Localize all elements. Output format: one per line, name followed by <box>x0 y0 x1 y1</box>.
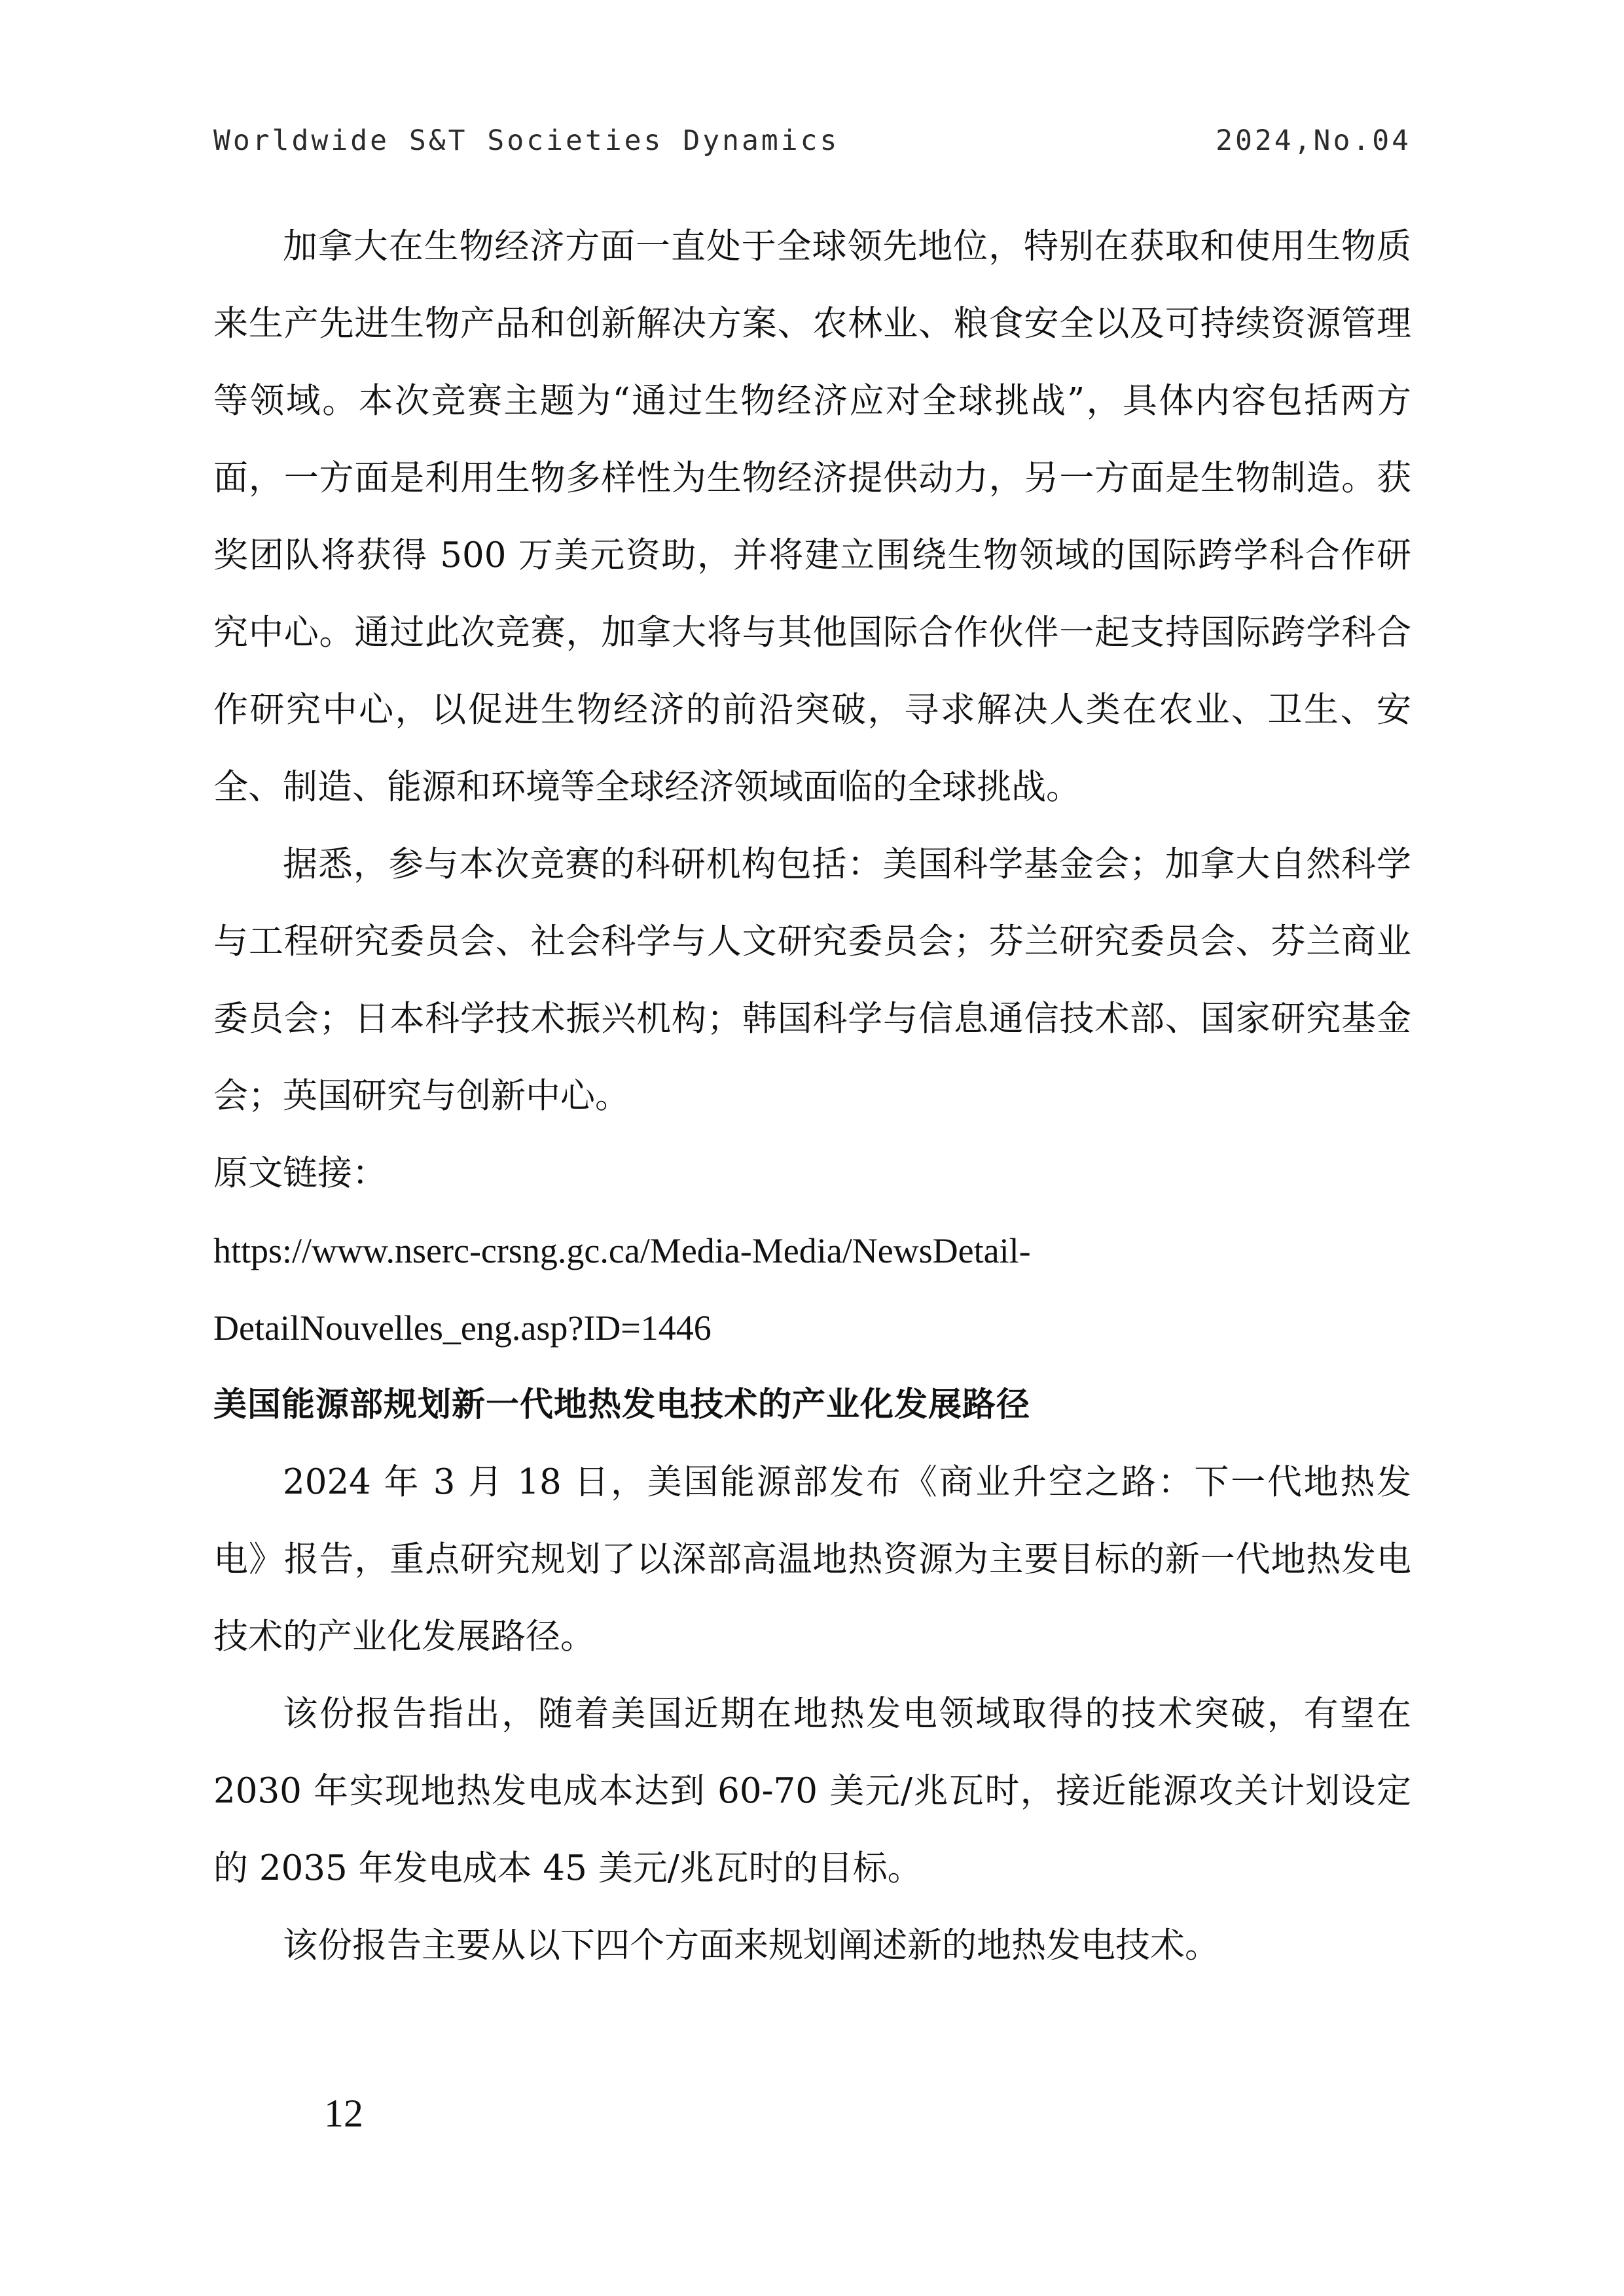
section-heading-geothermal: 美国能源部规划新一代地热发电技术的产业化发展路径 <box>213 1386 1031 1424</box>
paragraph-cost-target: 该份报告指出，随着美国近期在地热发电领域取得的技术突破，有望在 2030 年实现地热发电成本达到 60-70 美元/兆瓦时，接近能源攻关计划设定的 2035 年发电成本 45 美元/兆瓦时的目标。 <box>213 1694 1411 1888</box>
paragraph-bioeconomy-intro: 加拿大在生物经济方面一直处于全球领先地位，特别在获取和使用生物质来生产先进生物产品和创新解决方案、农林业、粮食安全以及可持续资源管理等领域。本次竞赛主题为“通过生物经济应对全球挑战”，具体内容包括两方面，一方面是利用生物多样性为生物经济提供动力，另一方面是生物制造。获奖团队将获得 500 万美元资助，并将建立围绕生物领域的国际跨学科合作研究中心。通过此次竞赛，加拿大将与其他国际合作伙伴一起支持国际跨学科合作研究中心，以促进生物经济的前沿突破，寻求解决人类在农业、卫生、安全、制造、能源和环境等全球经济领域面临的全球挑战。 <box>213 226 1411 807</box>
paragraph-four-aspects: 该份报告主要从以下四个方面来规划阐述新的地热发电技术。 <box>283 1926 1219 1965</box>
source-link-label: 原文链接： <box>213 1153 387 1193</box>
paragraph-participating-institutions: 据悉，参与本次竞赛的科研机构包括：美国科学基金会；加拿大自然科学与工程研究委员会、社会科学与人文研究委员会；芬兰研究委员会、芬兰商业委员会；日本科学技术振兴机构；韩国科学与信息通信技术部、国家研究基金会；英国研究与创新中心。 <box>213 844 1411 1116</box>
source-url-line-1: https://www.nserc-crsng.gc.ca/Media-Media/NewsDetail- <box>213 1231 1031 1270</box>
paragraph-doe-report: 2024 年 3 月 18 日，美国能源部发布《商业升空之路：下一代地热发电》报告，重点研究规划了以深部高温地热资源为主要目标的新一代地热发电技术的产业化发展路径。 <box>213 1462 1411 1657</box>
source-url-line-2: DetailNouvelles_eng.asp?ID=1446 <box>213 1308 712 1348</box>
issue-number: 2024,No.04 <box>1216 124 1411 157</box>
running-header <box>213 124 1411 161</box>
journal-title: Worldwide S&T Societies Dynamics <box>213 124 840 157</box>
page-number: 12 <box>324 2092 363 2135</box>
article-body <box>213 208 1411 1984</box>
